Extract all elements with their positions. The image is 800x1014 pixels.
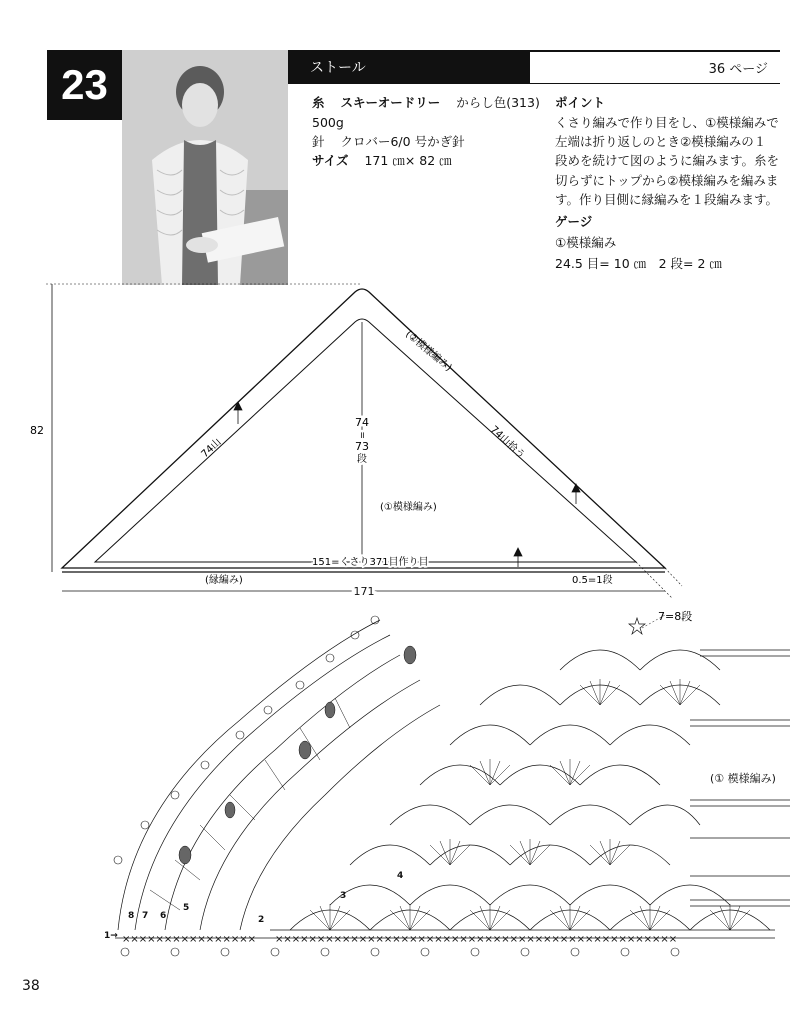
- crochet-chart: [0, 610, 800, 970]
- svg-text:××××××××××××××××××××××××××××××: ××××××××××××××××××××××××××××××××××××××××××××××××: [275, 934, 678, 945]
- page-reference: 36 ページ: [530, 50, 780, 84]
- single-crochet-row: [122, 934, 677, 945]
- left-edge-label: 74山: [199, 436, 224, 461]
- chart-pattern-label: (① 模様編み): [710, 772, 776, 785]
- row-number: 5: [183, 903, 190, 913]
- svg-text:××××××××××××××××: ××××××××××××××××: [122, 934, 257, 945]
- edging-label: (縁編み): [205, 575, 243, 586]
- row-number: 8: [128, 911, 135, 921]
- size-value: 171 ㎝× 82 ㎝: [364, 153, 452, 168]
- point-line: くさり編みで作り目をし、①模様編みで: [555, 115, 779, 130]
- needle-line: [312, 132, 465, 151]
- point-line: 切らずにトップから②模様編みを編みま: [555, 173, 779, 188]
- row-number: 7: [142, 911, 149, 921]
- yarn-brand: スキーオードリー: [340, 95, 441, 110]
- point-line: 左端は折り返しのとき②模様編みの１: [555, 134, 767, 149]
- body-pattern-label: (①模様編み): [380, 502, 437, 513]
- pattern-number: 23: [47, 50, 122, 120]
- size-label: サイズ: [312, 153, 349, 168]
- yarn-color: からし色(313): [456, 95, 540, 110]
- foundation-label: 151=くさり371目作り目: [312, 557, 429, 568]
- yarn-line: [312, 93, 540, 112]
- shawl-schematic: [0, 280, 800, 625]
- row-number: 4: [397, 871, 404, 881]
- point-heading: ポイント: [555, 95, 606, 110]
- center-rows-eq: ॥: [359, 431, 365, 441]
- gauge-heading: ゲージ: [555, 214, 593, 229]
- edging-rows-label: 0.5=1段: [572, 575, 613, 586]
- corner-rows-label: 7=8段: [658, 610, 693, 623]
- row-start-marker: 1→: [104, 931, 118, 941]
- row-number: 2: [258, 915, 265, 925]
- right-edge-label: 74山拾う: [487, 424, 527, 462]
- gauge-value: 24.5 目= 10 ㎝ 2 段= 2 ㎝: [555, 256, 722, 271]
- model-photo: [122, 50, 288, 285]
- border-pattern-label: (②模様編み): [403, 328, 454, 374]
- center-rows-unit: 段: [357, 454, 367, 465]
- yarn-label: 糸: [312, 95, 325, 110]
- star-icon: [629, 618, 645, 634]
- point-line: 段めを続けて図のように編みます。糸を: [555, 153, 780, 168]
- size-line: [312, 151, 452, 170]
- point-line: す。作り目側に縁編みを１段編みます。: [555, 192, 779, 207]
- row-number: 3: [340, 891, 347, 901]
- width-label: 171: [353, 585, 375, 598]
- needle-size: クロバー6/0 号かぎ針: [340, 134, 465, 149]
- page-number: 38: [22, 978, 40, 994]
- yarn-weight: 500g: [312, 115, 344, 130]
- center-rows-top: 74: [355, 416, 369, 429]
- title-bar: ストール: [288, 50, 530, 84]
- gauge-pattern: ①模様編み: [555, 235, 617, 250]
- row-number: 6: [160, 911, 167, 921]
- center-rows-mid: 73: [355, 440, 369, 453]
- needle-label: 針: [312, 134, 325, 149]
- height-label: 82: [30, 424, 44, 437]
